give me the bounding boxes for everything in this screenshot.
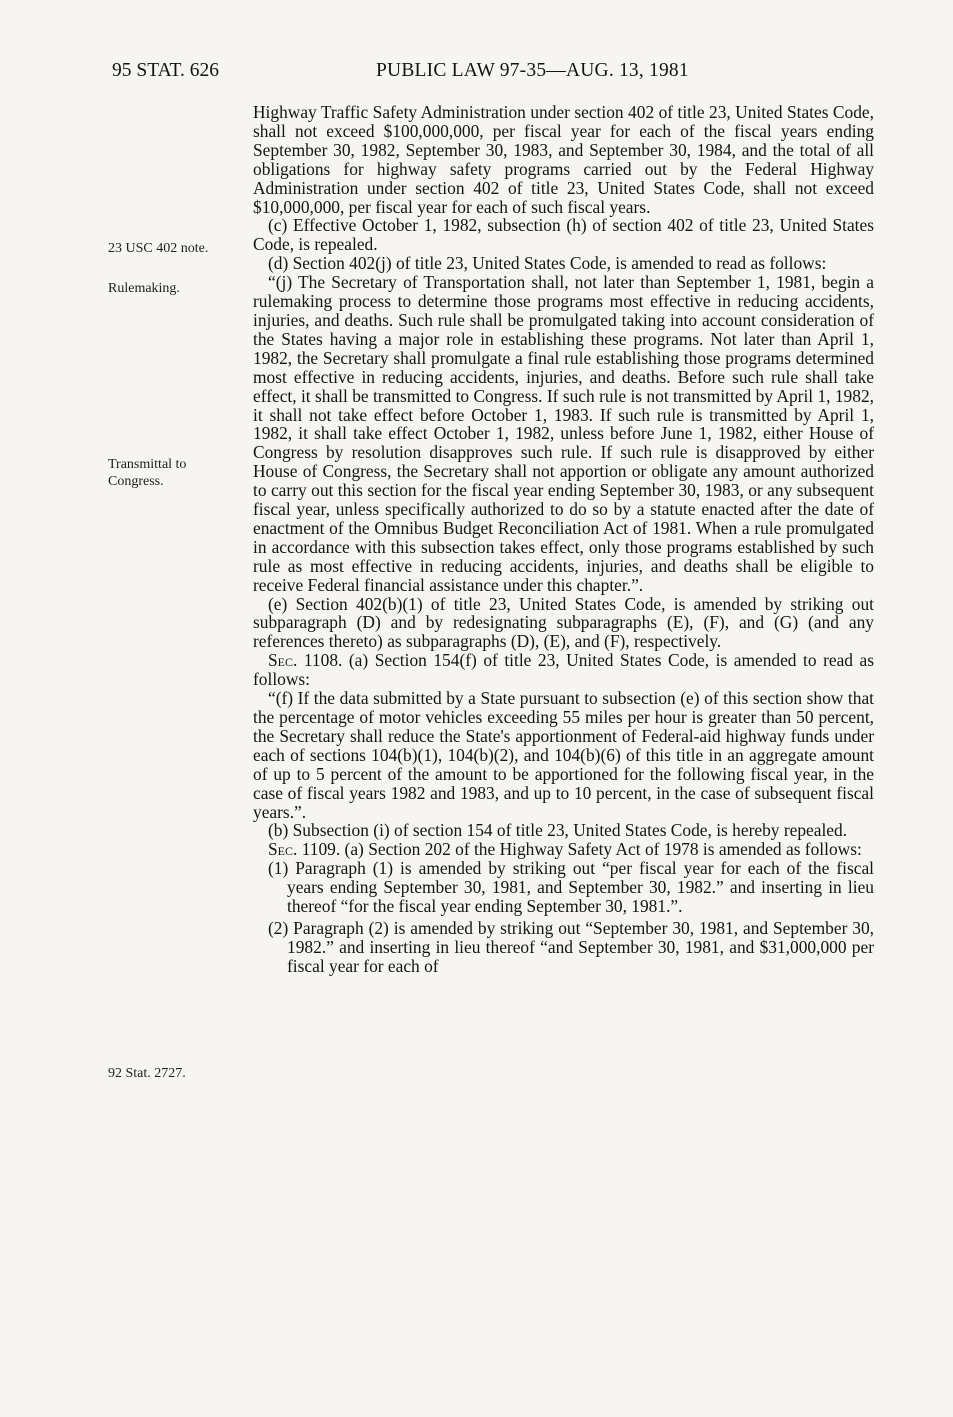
page-header: [112, 60, 872, 90]
section-label: Sec.: [268, 650, 298, 671]
paragraph-subsection-d: (d) Section 402(j) of title 23, United States Code, is amended to read as follows:: [268, 253, 827, 274]
section-text: 1108. (a) Section 154(f) of title 23, United States Code, is amended to read as follows:: [253, 650, 874, 690]
margin-note-rulemaking: Rulemaking.: [108, 281, 180, 296]
paragraph-sec-1108: [253, 651, 874, 689]
stat-reference: 95 STAT. 626: [112, 60, 219, 81]
paragraph-subsection-e: (e) Section 402(b)(1) of title 23, United States Code, is amended by striking out subparagraph (D) and by redesignating subparagraphs (E), (F), and (G) (and any references thereto) as subparagraphs (D), (E), and (F), respectively.: [253, 593, 874, 652]
paragraph-sec-1109: [253, 840, 874, 859]
paragraph-continuation: Highway Traffic Safety Administration under section 402 of title 23, United States Code, shall not exceed $100,000,000, per fiscal year for each of the fiscal years ending September 30, 1982, September 30, 1983, and September 30, 1984, and the total of all obligations for highway safety programs carried out by the Federal Highway Administration under section 402 of title 23, United States Code, shall not exceed $10,000,000, per fiscal year for each of such fiscal years.: [253, 102, 874, 217]
margin-note-stat-2727: 92 Stat. 2727.: [108, 1066, 186, 1081]
margin-note-usc-402: 23 USC 402 note.: [108, 241, 209, 256]
paragraph-quoted-154f: “(f) If the data submitted by a State pursuant to subsection (e) of this section show that the percentage of motor vehicles exceeding 55 miles per hour is greater than 50 percent, the Secretary shall reduce the State's apportionment of Federal-aid highway funds under each of sections 104(b)(1), 104(b)(2), and 104(b)(6) of this title in an aggregate amount of up to 5 percent of the amount to be apportioned for the following fiscal year, in the case of fiscal years 1982 and 1983, and up to 10 percent, in the case of subsequent fiscal years.”.: [253, 688, 874, 822]
law-text-body: [253, 103, 874, 976]
paragraph-subsection-c: (c) Effective October 1, 1982, subsection (h) of section 402 of title 23, United States Code, is repealed.: [253, 215, 874, 255]
public-law-reference: PUBLIC LAW 97-35—AUG. 13, 1981: [376, 60, 689, 81]
paragraph-subsection-b: (b) Subsection (i) of section 154 of title 23, United States Code, is hereby repealed.: [268, 820, 848, 841]
section-text: 1109. (a) Section 202 of the Highway Safety Act of 1978 is amended as follows:: [301, 839, 862, 860]
paragraph-item-2: (2) Paragraph (2) is amended by striking out “September 30, 1981, and September 30, 1982.” and inserting in lieu thereof “and September 30, 1981, and $31,000,000 per fiscal year for each of: [268, 917, 874, 976]
section-label: Sec.: [268, 839, 298, 860]
paragraph-item-1: (1) Paragraph (1) is amended by striking out “per fiscal year for each of the fiscal years ending September 30, 1981, and September 30, 1982.” and inserting in lieu thereof “for the fiscal year ending September 30, 1981.”.: [268, 858, 874, 917]
margin-note-transmittal: Transmittal to Congress.: [108, 457, 187, 489]
paragraph-quoted-402j: “(j) The Secretary of Transportation shall, not later than September 1, 1981, begin a rulemaking process to determine those programs most effective in reducing accidents, injuries, and deaths. Such rule shall be promulgated taking into account consideration of the States having a major role in establishing these programs. Not later than April 1, 1982, the Secretary shall promulgate a final rule establishing those programs determined most effective in reducing accidents, injuries, and deaths. Before such rule shall take effect, it shall be transmitted to Congress. If such rule is not transmitted by April 1, 1982, it shall not take effect before October 1, 1983. If such rule is transmitted by April 1, 1982, it shall take effect October 1, 1982, unless before June 1, 1982, either House of Congress by resolution disapproves such rule. If such rule is disapproved by either House of Congress, the Secretary shall not apportion or obligate any amount authorized to carry out this section for the fiscal year ending September 30, 1983, or any subsequent fiscal year, unless specifically authorized to do so by a statute enacted after the date of enactment of the Omnibus Budget Reconciliation Act of 1981. When a rule promulgated in accordance with this subsection takes effect, only those programs established by such rule as most effective in reducing accidents, injuries, and deaths shall be eligible to receive Federal financial assistance under this chapter.”.: [253, 272, 874, 595]
